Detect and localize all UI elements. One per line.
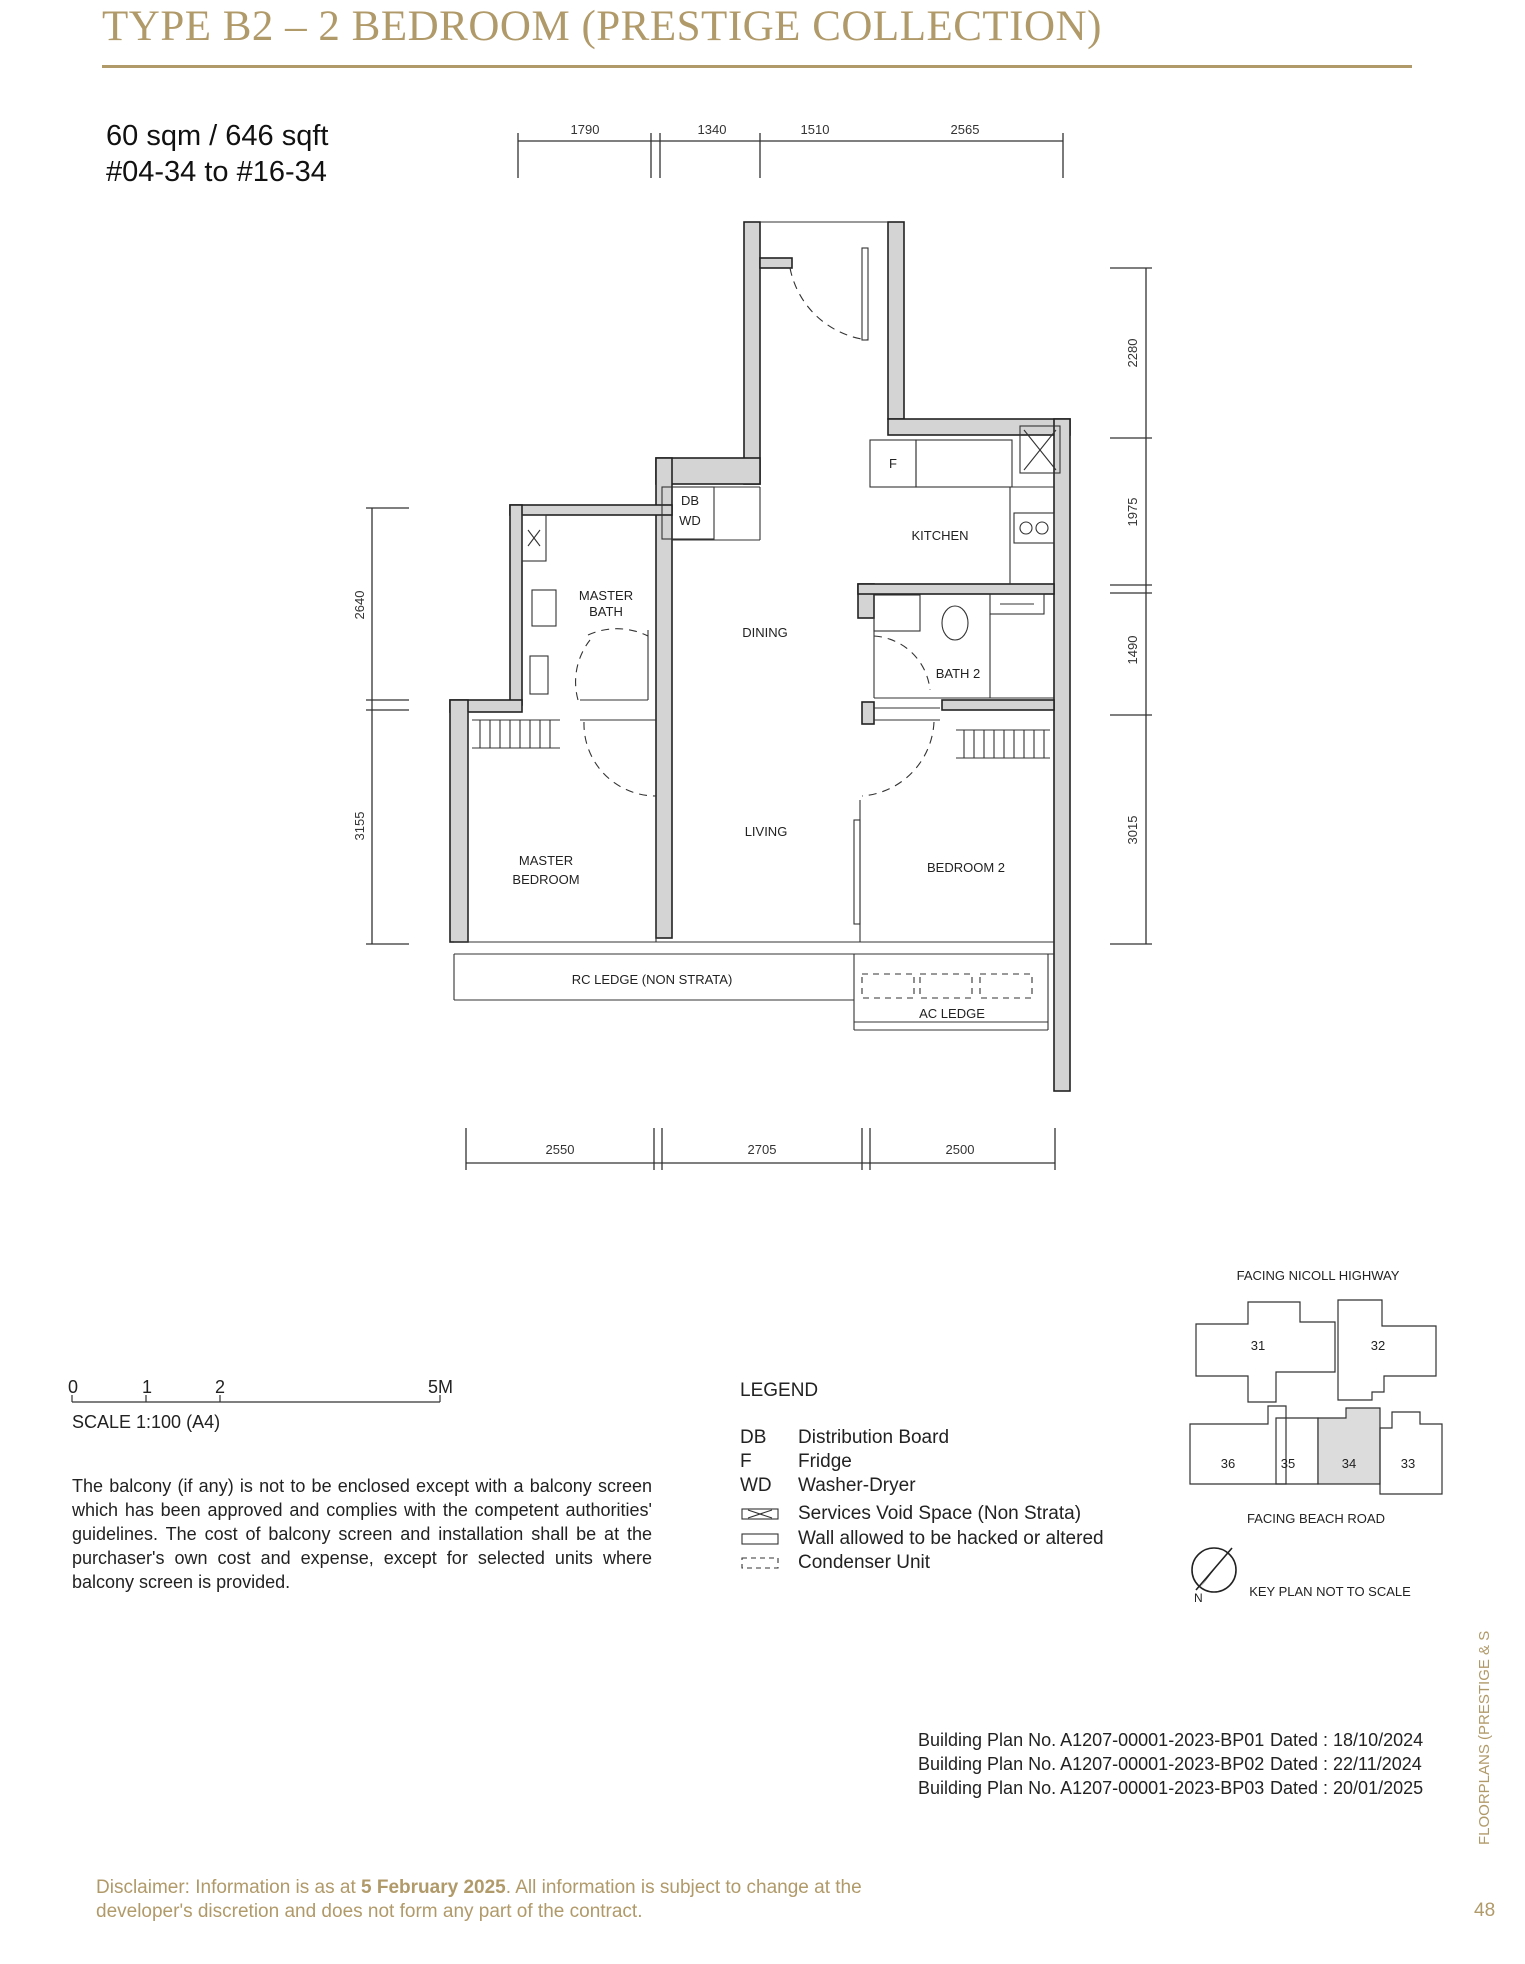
scale-label: SCALE 1:100 (A4): [72, 1412, 221, 1432]
key-unit-31: 31: [1250, 1338, 1266, 1353]
key-plan: [1190, 1268, 1442, 1605]
room-bedroom2: BEDROOM 2: [926, 860, 1006, 875]
scale-tick-1: 1: [142, 1377, 153, 1397]
room-dining: DINING: [742, 625, 788, 640]
section-side-label: FLOORPLANS (PRESTIGE & S: [1476, 1630, 1493, 1845]
dim-left-1: 2640: [352, 590, 367, 620]
legend-title: LEGEND: [740, 1380, 819, 1401]
room-master-bath-2: BATH: [589, 604, 623, 619]
room-master-bath-1: MASTER: [578, 588, 634, 603]
wardrobe-master: [472, 720, 560, 748]
key-plan-top-label: FACING NICOLL HIGHWAY: [1236, 1268, 1400, 1283]
compass-north-label: N: [1194, 1591, 1203, 1605]
room-kitchen: KITCHEN: [911, 528, 969, 543]
dim-top-4: 2565: [950, 122, 980, 137]
building-plan-1-date: Dated : 18/10/2024: [1270, 1730, 1424, 1750]
legend-key: WD: [740, 1475, 772, 1496]
dim-right-1: 2280: [1125, 338, 1140, 368]
room-master-bedroom-1: MASTER: [518, 853, 574, 868]
disclaimer-date: 5 February 2025: [361, 1877, 506, 1898]
dim-bottom-3: 2500: [945, 1142, 975, 1157]
legend-label: Washer-Dryer: [798, 1475, 916, 1496]
key-unit-34: 34: [1341, 1456, 1357, 1471]
compass-icon: [1192, 1548, 1236, 1605]
legend-item-void: [740, 1502, 1081, 1526]
building-plan-3-date: Dated : 20/01/2025: [1270, 1778, 1424, 1798]
building-plan-2-date: Dated : 22/11/2024: [1270, 1754, 1422, 1774]
unit-area: 60 sqm / 646 sqft: [106, 120, 329, 152]
key-plan-bottom-label: FACING BEACH ROAD: [1247, 1511, 1385, 1526]
key-unit-35: 35: [1280, 1456, 1296, 1471]
scale-bar: [72, 1395, 440, 1402]
legend-label: Services Void Space (Non Strata): [798, 1503, 1082, 1524]
balcony-note: The balcony (if any) is not to be enclosed except with a balcony screen which has been approved and complies with the competent authorities' guidelines. The cost of balcony screen and installation shall be at the purchaser's own cost and expense, except for selected units where balcony screen is provided.: [72, 1476, 652, 1592]
legend-item-db: [740, 1426, 949, 1450]
dim-top-1: 1790: [570, 122, 600, 137]
page-number: 48: [1474, 1900, 1496, 1921]
dim-top-3: 1510: [800, 122, 830, 137]
scale-tick-5m: 5M: [428, 1377, 454, 1397]
room-db: DB: [680, 493, 700, 508]
dim-right-3: 1490: [1125, 635, 1140, 665]
legend-label: Condenser Unit: [798, 1552, 931, 1573]
room-bath2: BATH 2: [935, 666, 981, 681]
legend-item-condenser: [740, 1551, 930, 1575]
legend-item-hackable: [740, 1527, 1104, 1551]
room-master-bedroom-2: BEDROOM: [512, 872, 580, 887]
legend-label: Wall allowed to be hacked or altered: [798, 1528, 1104, 1549]
legend-label: Fridge: [798, 1451, 852, 1472]
wardrobe-bedroom2: [956, 730, 1050, 758]
key-unit-32: 32: [1370, 1338, 1386, 1353]
page-title: TYPE B2 – 2 BEDROOM (PRESTIGE COLLECTION): [102, 3, 1102, 50]
dim-left-2: 3155: [352, 811, 367, 841]
unit-numbers: #04-34 to #16-34: [106, 156, 327, 188]
room-rc-ledge: RC LEDGE (NON STRATA): [571, 972, 733, 987]
key-unit-36: 36: [1220, 1456, 1236, 1471]
dim-bottom-1: 2550: [545, 1142, 575, 1157]
dim-right-2: 1975: [1125, 497, 1140, 527]
room-fridge: F: [889, 456, 897, 471]
key-plan-not-to-scale: KEY PLAN NOT TO SCALE: [1249, 1584, 1411, 1599]
building-plan-3: Building Plan No. A1207-00001-2023-BP03: [918, 1778, 1265, 1798]
disclaimer-prefix: Disclaimer: Information is as at: [96, 1877, 362, 1898]
dim-top-2: 1340: [697, 122, 727, 137]
legend-item-wd: [740, 1474, 916, 1498]
legend-label: Distribution Board: [798, 1427, 950, 1448]
key-unit-33: 33: [1400, 1456, 1416, 1471]
building-plan-2: Building Plan No. A1207-00001-2023-BP02: [918, 1754, 1265, 1774]
room-living: LIVING: [744, 824, 788, 839]
building-plan-1: Building Plan No. A1207-00001-2023-BP01: [918, 1730, 1265, 1750]
room-ac-ledge: AC LEDGE: [919, 1006, 985, 1021]
room-wd: WD: [679, 513, 701, 528]
legend-key: DB: [740, 1427, 767, 1448]
scale-tick-2: 2: [215, 1377, 226, 1397]
disclaimer-suffix: . All information is subject to change at the developer's discretion and does not form any part of the contract.: [96, 1877, 862, 1922]
disclaimer: [96, 1876, 916, 1924]
legend-key: F: [740, 1451, 752, 1472]
dim-bottom-2: 2705: [747, 1142, 777, 1157]
legend-item-fridge: [740, 1450, 852, 1474]
dim-right-4: 3015: [1125, 815, 1140, 845]
scale-tick-0: 0: [68, 1377, 79, 1397]
